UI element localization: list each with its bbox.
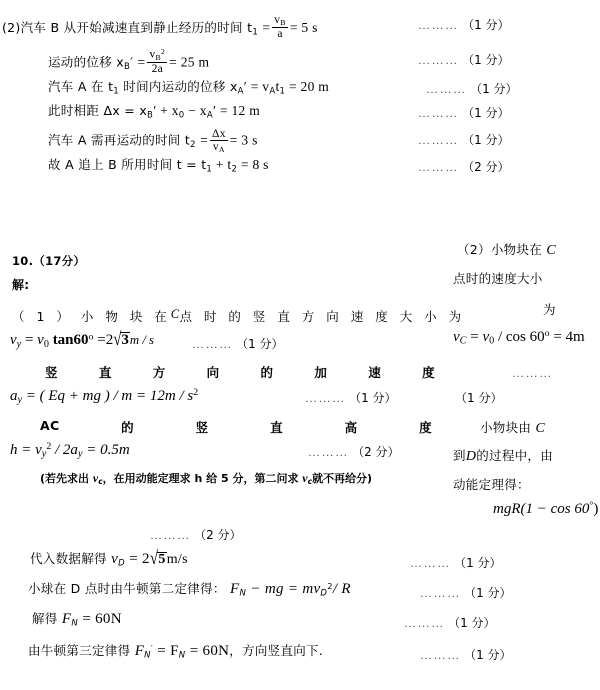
- q9l3-text2: 时间内运动的位移 x: [119, 79, 238, 94]
- q9-line-1-text: 汽车 B 从开始减速直到静止经历的时间 t: [20, 19, 253, 35]
- q10-accel-formula: [10, 388, 198, 406]
- leader-dots-11: ………: [410, 556, 451, 570]
- q9-line-4-text: 此时相距 Δx = x: [48, 103, 148, 118]
- accel-char-3: 向: [206, 365, 220, 380]
- q9l5-den: v: [212, 141, 219, 154]
- vy-lhs-sub: y: [16, 338, 22, 350]
- q9-frac-den: a: [277, 28, 283, 41]
- b3-lhs: F: [61, 611, 72, 627]
- b3-score-group: [404, 616, 496, 629]
- vy-eq1: =: [24, 332, 34, 348]
- q10-orphan-score-group: [150, 528, 242, 541]
- q9-line-2: [48, 48, 209, 75]
- right-col-line-8: [453, 446, 553, 465]
- h-v: v: [35, 441, 42, 458]
- note-open: (若先求出: [40, 472, 90, 485]
- leader-dots-3: ………: [426, 82, 467, 96]
- accel-sup: 2: [193, 387, 199, 398]
- q9l6-sub1: 1: [206, 164, 213, 175]
- q9-line-2-sub: B: [123, 61, 131, 72]
- q9-line-2-prime: ′: [130, 54, 134, 70]
- q9-line-1-tail: = 5 s: [289, 19, 318, 35]
- b1-unit: m/s: [166, 552, 188, 567]
- b4-prime: ′: [150, 643, 154, 654]
- accel-char-0: 竖: [45, 365, 58, 380]
- b2-lhs-sub: N: [239, 588, 247, 599]
- b4-lhs: F: [134, 643, 145, 659]
- b2-mid: − mg = m: [250, 581, 314, 597]
- right-col-score: （1 分）: [455, 391, 503, 405]
- b2-v-sup: 2: [327, 581, 333, 592]
- q10-vy-score: （1 分）: [236, 337, 284, 351]
- r4-v0: v: [482, 328, 490, 345]
- q9-line-1-score-group: [418, 18, 510, 31]
- note-vc-1-sub: c: [98, 477, 103, 487]
- right-col-line-2: 点时的速度大小: [453, 271, 543, 286]
- q9-line-4: [48, 104, 260, 120]
- q9-line-5-fraction: [210, 128, 228, 154]
- q9-line-1-prefix: (2): [2, 19, 21, 35]
- q9-line-4-score: （1 分）: [462, 106, 510, 120]
- b3-score: （1 分）: [448, 616, 496, 630]
- right-col-line-9: 动能定理得：: [453, 477, 530, 492]
- q9l6-tail: + t: [212, 157, 232, 172]
- note-mid: ，在用动能定理求 h 给 5 分，第二问求: [102, 472, 299, 485]
- r4-v-sub: C: [459, 335, 467, 347]
- b4-tail: = 60N: [189, 643, 230, 659]
- q9-line-5: [48, 128, 258, 154]
- right-col-energy-formula: [493, 500, 598, 518]
- h-lhs: h =: [10, 441, 32, 458]
- q9-line-5-score-group: [418, 133, 510, 146]
- b2-v-sub: D: [320, 588, 328, 599]
- q9l2-num-sub: B: [155, 52, 162, 62]
- q9-line-2-fraction: [147, 48, 167, 75]
- q9l2-den: 2a: [151, 63, 164, 76]
- q10-accel-score-group: [305, 391, 397, 404]
- q9-line-6: [48, 158, 269, 174]
- r1-point-c: C: [546, 243, 556, 258]
- accel-char-1: 直: [98, 365, 112, 380]
- sqrt-icon: √: [113, 329, 122, 350]
- leader-dots-8: ………: [305, 391, 346, 405]
- accel-lhs: a: [10, 387, 18, 404]
- q10-part1-text-a: （ 1 ） 小 物 块 在: [12, 309, 171, 324]
- q9l5-tail: = 3 s: [229, 132, 258, 148]
- h-v-sub: y: [41, 448, 47, 460]
- r4-v: v: [453, 328, 460, 345]
- q9l2-num-sup: 2: [161, 47, 166, 56]
- r7-text: 小物块由: [480, 420, 532, 435]
- leader-dots-2: ………: [418, 53, 459, 67]
- q9-line-2-score: （1 分）: [462, 53, 510, 67]
- q9l4-sub2: 0: [178, 110, 185, 121]
- b1-eq: = 2: [129, 551, 150, 567]
- note-vc-2: v: [302, 471, 308, 485]
- q9-line-3-score-group: [426, 82, 518, 95]
- note-close: 就不再给分): [312, 472, 373, 485]
- leader-dots-14: ………: [420, 648, 461, 662]
- vy-unit: m / s: [129, 333, 155, 347]
- b3-tail: = 60N: [82, 611, 122, 627]
- q9-line-3: [48, 80, 329, 96]
- q9-frac-num: v: [274, 14, 281, 26]
- b4-mid-sub: N: [178, 650, 186, 661]
- q9l3-sub4: 1: [279, 86, 286, 97]
- b2-lhs: F: [229, 581, 240, 597]
- height-char-0: AC: [40, 418, 60, 433]
- q10-height-label: [40, 418, 432, 436]
- r4-div: / cos 60: [497, 328, 545, 345]
- q9-frac-num-sub: B: [280, 18, 286, 28]
- q10-grading-note: [40, 472, 372, 486]
- b4-mid: = F: [157, 643, 179, 659]
- leader-dots-10: ………: [150, 528, 191, 542]
- r8-text-b: 的过程中，由: [476, 448, 554, 463]
- q10-part1-point-c: C: [170, 307, 180, 321]
- q9l3-sub3: A: [269, 86, 276, 97]
- q9l5-sub: 2: [190, 139, 196, 150]
- vy-radicand: 3: [121, 332, 129, 348]
- r7-point-c: C: [535, 421, 546, 436]
- q9l4-sub3: A: [206, 110, 213, 121]
- sqrt-icon: √: [149, 548, 159, 569]
- accel-char-2: 方: [152, 365, 166, 380]
- r10-formula: mgR(1 − cos 60: [493, 500, 590, 517]
- q9-line-6-score: （2 分）: [462, 160, 510, 174]
- q9l6-tail2: = 8 s: [237, 157, 269, 172]
- q9-line-2-tail: = 25 m: [169, 54, 210, 70]
- b4-score: （1 分）: [464, 648, 512, 662]
- q10-height-score-group: [308, 445, 400, 458]
- b2-score: （1 分）: [464, 586, 512, 600]
- b4-score-group: [420, 648, 512, 661]
- q9-line-3-score: （1 分）: [470, 82, 518, 96]
- q9-line-5-score: （1 分）: [462, 133, 510, 147]
- leader-dots-12: ………: [420, 586, 461, 600]
- q9l4-tail3: ′ = 12 m: [212, 103, 261, 118]
- note-vc-1: v: [92, 471, 99, 485]
- note-vc-2-sub: c: [307, 477, 313, 487]
- accel-char-6: 速: [368, 365, 382, 380]
- height-char-4: 高: [344, 420, 358, 435]
- q10-orphan-score: （2 分）: [194, 528, 242, 542]
- q10-bottom-line-4: [28, 644, 323, 660]
- q9l3-tail2: t: [275, 79, 280, 94]
- leader-dots-1: ………: [418, 18, 459, 32]
- r4-eq: =: [470, 328, 479, 345]
- r1-text: （2）小物块在: [457, 242, 543, 257]
- q10-bottom-line-3: [32, 612, 122, 628]
- q10-heading: 10.（17分）: [12, 254, 86, 268]
- height-char-1: 的: [121, 420, 134, 435]
- q9l3-sub2: A: [237, 86, 244, 97]
- b2-score-group: [420, 586, 512, 599]
- accel-char-5: 加: [314, 365, 328, 380]
- q9-line-2-text: 运动的位移 x: [48, 54, 124, 70]
- height-char-5: 度: [419, 420, 432, 435]
- h-tail: = 0.5m: [86, 441, 130, 458]
- q10-vy-formula: [10, 329, 155, 350]
- accel-lhs-sub: y: [17, 394, 23, 406]
- b1-v-sub: D: [118, 558, 125, 569]
- vy-v0: v: [37, 332, 44, 348]
- q9-line-3-text: 汽车 A 在 t: [48, 79, 114, 94]
- q9-line-1-score: （1 分）: [462, 18, 510, 32]
- q9-line-1: [2, 14, 318, 40]
- leader-dots-9: ………: [308, 445, 349, 459]
- right-col-vc-formula: [453, 328, 585, 347]
- b2-tail: / R: [332, 581, 351, 597]
- r4-tail: = 4m: [553, 328, 585, 345]
- q9-line-2-score-group: [418, 53, 510, 66]
- b1-score: （1 分）: [454, 556, 502, 570]
- r10-close: ): [593, 500, 599, 517]
- leader-dots-6: ………: [418, 160, 459, 174]
- q10-accel-score: （1 分）: [349, 391, 397, 405]
- q10-accel-label: [45, 363, 435, 381]
- q9-line-1-fraction: [272, 14, 288, 40]
- leader-dots-13: ………: [404, 616, 445, 630]
- leader-dots-5: ………: [418, 133, 459, 147]
- vy-v0-sub: 0: [43, 338, 49, 350]
- q10-bottom-line-2: [28, 582, 351, 598]
- h-rhs-sub: y: [77, 448, 83, 460]
- r8-point-d: D: [465, 449, 477, 464]
- q9-line-1-eq: =: [262, 19, 271, 35]
- leader-dots-7: ………: [192, 337, 233, 351]
- r4-deg: o: [544, 328, 550, 339]
- q10-part1-text-b: 点 时 的 竖 直 方 向 速 度 大 小 为: [179, 309, 466, 324]
- q9l3-sub1: 1: [113, 86, 119, 97]
- q9-line-6-score-group: [418, 160, 510, 173]
- q9l5-eq: =: [200, 132, 208, 148]
- q10-bottom-line-1: [30, 548, 188, 569]
- vy-deg: o: [88, 331, 94, 343]
- vy-lhs: v: [10, 332, 17, 348]
- q10-height-score: （2 分）: [352, 445, 400, 459]
- q9-line-4-score-group: [418, 106, 510, 119]
- q9l6-sub2: 2: [231, 164, 238, 175]
- b1-v: v: [111, 551, 119, 567]
- b1-radicand: 5: [158, 552, 166, 567]
- accel-char-4: 的: [260, 365, 274, 380]
- q10-vy-score-group: [192, 337, 284, 350]
- right-col-line-3: 为: [543, 302, 556, 317]
- r10-deg: °: [589, 500, 594, 511]
- q9-line-2-eq: =: [137, 54, 146, 70]
- q10-solution-label: 解:: [12, 278, 30, 292]
- q9l3-tail3: = 20 m: [285, 79, 330, 94]
- right-col-line-7: [480, 418, 545, 437]
- q10-height-formula: [10, 442, 130, 460]
- q9l4-tail2: − x: [184, 103, 207, 118]
- q9l4-tail: ′ + x: [153, 103, 179, 118]
- height-char-2: 竖: [195, 420, 209, 435]
- vy-eq2: =: [97, 332, 106, 348]
- b3-text: 解得: [32, 611, 58, 626]
- leader-dots-4: ………: [418, 106, 459, 120]
- r4-v0-sub: 0: [489, 335, 495, 347]
- q9l5-num: Δx: [212, 128, 226, 140]
- b1-text: 代入数据解得: [30, 551, 107, 566]
- q9-line-6-text: 故 A 追上 B 所用时间 t = t: [48, 157, 207, 172]
- right-col-line-1: [457, 240, 556, 259]
- q9l3-tail: ′ = v: [243, 79, 270, 94]
- b3-lhs-sub: N: [71, 618, 79, 629]
- h-rhs: / 2a: [55, 441, 78, 458]
- right-col-leader: ………: [512, 366, 553, 380]
- vy-coef: 2: [105, 332, 114, 348]
- q9-line-1-sub: 1: [252, 27, 259, 38]
- b4-text-tail: ，方向竖直向下.: [229, 643, 324, 658]
- q9l2-num: v: [149, 48, 156, 61]
- height-char-3: 直: [270, 420, 283, 435]
- b1-score-group: [410, 556, 502, 569]
- b2-text: 小球在 D 点时由牛顿第二定律得：: [28, 581, 226, 596]
- r8-text-a: 到: [453, 448, 466, 463]
- accel-rhs: = ( Eq + mg ) / m = 12m / s: [25, 387, 194, 404]
- vy-tan: tan60: [52, 332, 89, 348]
- q9-line-5-text: 汽车 A 需再运动的时间 t: [48, 132, 191, 148]
- b2-v: v: [313, 581, 321, 597]
- accel-char-7: 度: [422, 365, 435, 380]
- q9l4-sub1: B: [147, 110, 154, 121]
- b4-text: 由牛顿第三定律得: [28, 643, 131, 658]
- q10-part1-heading: [12, 307, 466, 325]
- q9l5-den-sub: A: [218, 145, 225, 155]
- b4-lhs-sub: N: [144, 650, 151, 661]
- h-v-sup: 2: [46, 441, 52, 452]
